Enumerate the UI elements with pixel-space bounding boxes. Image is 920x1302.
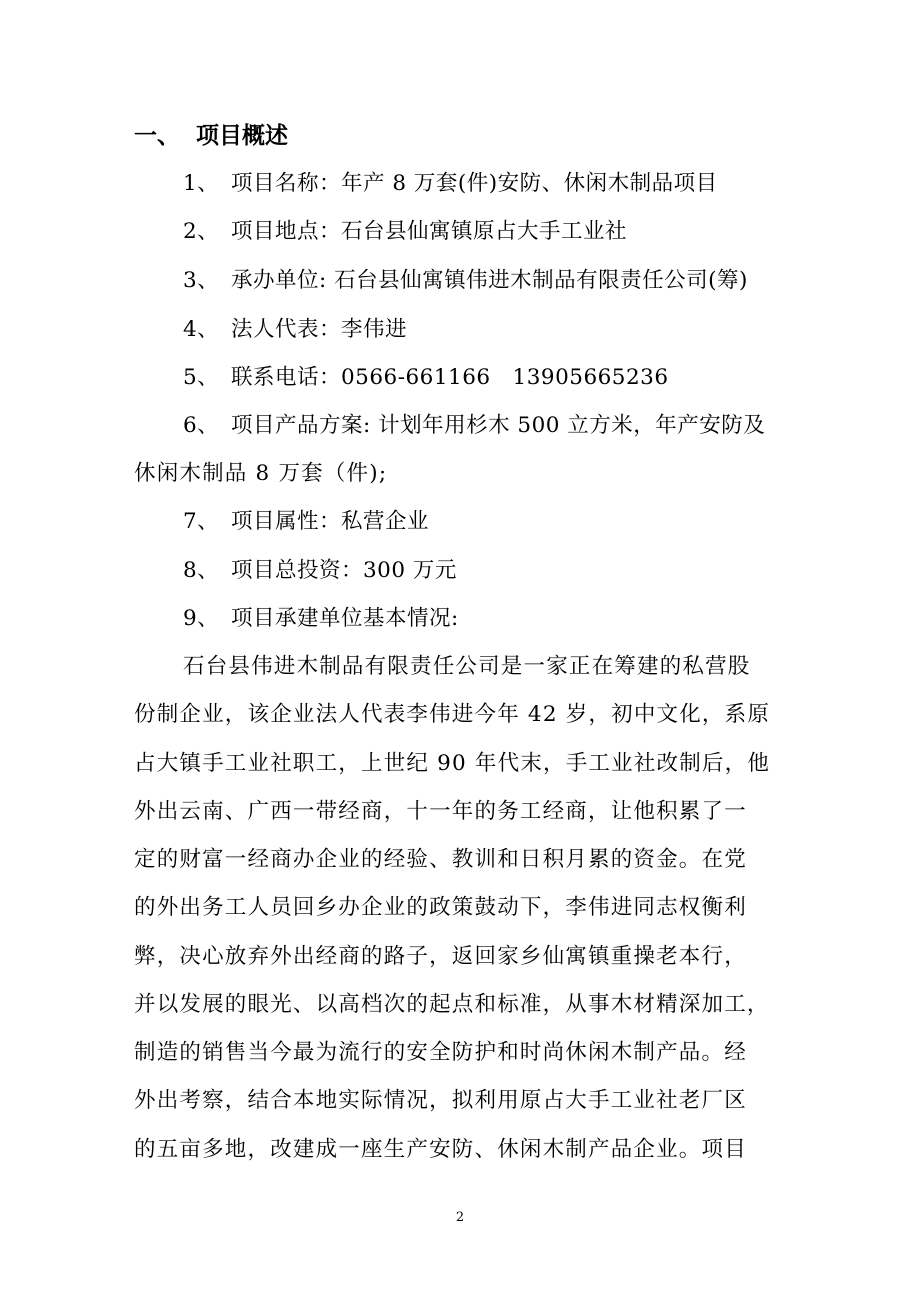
list-item	[183, 261, 748, 301]
paragraph-line: 的外出务工人员回乡办企业的政策鼓动下，李伟进同志权衡利	[134, 895, 747, 920]
item-number: 1、	[183, 171, 220, 196]
paragraph-line: 定的财富一经商办企业的经验、教训和日积月累的资金。在党	[134, 847, 747, 872]
section-number: 一、	[134, 122, 180, 149]
item-number: 3、	[183, 268, 220, 293]
paragraph-line: 外出云南、广西一带经商，十一年的务工经商，让他积累了一	[134, 799, 747, 824]
list-item	[183, 212, 627, 252]
item-number: 5、	[183, 365, 220, 390]
paragraph-line: 弊，决心放弃外出经商的路子，返回家乡仙寓镇重操老本行，	[134, 944, 747, 969]
paragraph-line: 份制企业，该企业法人代表李伟进今年 42 岁，初中文化，系原	[134, 702, 771, 727]
item-number: 8、	[183, 558, 220, 583]
list-item	[183, 502, 429, 542]
paragraph-line: 并以发展的眼光、以高档次的起点和标准，从事木材精深加工，	[134, 992, 770, 1017]
item-text: 联系电话：0566-661166 13905665236	[231, 365, 669, 390]
list-item	[183, 551, 457, 591]
item-text: 项目属性：私营企业	[231, 509, 430, 534]
item-text: 项目名称：年产 8 万套(件)安防、休闲木制品项目	[231, 171, 718, 196]
item-number: 4、	[183, 317, 220, 342]
list-item	[183, 164, 718, 204]
item-number: 2、	[183, 219, 220, 244]
paragraph-line: 外出考察，结合本地实际情况，拟利用原占大手工业社老厂区	[134, 1088, 747, 1113]
item-text: 承办单位: 石台县仙寓镇伟进木制品有限责任公司(筹)	[231, 268, 748, 293]
item-number: 9、	[183, 606, 220, 631]
page-number: 2	[455, 1210, 465, 1225]
item-text: 项目地点：石台县仙寓镇原占大手工业社	[231, 219, 628, 244]
list-item	[183, 358, 669, 398]
item-text: 项目总投资：300 万元	[231, 558, 457, 583]
item-text: 项目产品方案: 计划年用杉木 500 立方米，年产安防及	[231, 413, 766, 438]
item-text: 法人代表：李伟进	[231, 317, 408, 342]
list-item	[183, 310, 407, 350]
list-item-continuation: 休闲木制品 8 万套（件);	[134, 461, 388, 486]
paragraph-line: 的五亩多地，改建成一座生产安防、休闲木制产品企业。项目	[134, 1137, 747, 1162]
paragraph-line: 占大镇手工业社职工，上世纪 90 年代末，手工业社改制后，他	[134, 751, 771, 776]
section-heading	[134, 116, 288, 156]
section-title: 项目概述	[196, 122, 288, 149]
item-number: 7、	[183, 509, 220, 534]
item-text: 项目承建单位基本情况:	[231, 606, 459, 631]
list-item	[183, 406, 765, 446]
paragraph-line: 制造的销售当今最为流行的安全防护和时尚休闲木制产品。经	[134, 1040, 747, 1065]
list-item	[183, 599, 459, 639]
item-number: 6、	[183, 413, 220, 438]
paragraph-line: 石台县伟进木制品有限责任公司是一家正在筹建的私营股	[183, 654, 751, 679]
